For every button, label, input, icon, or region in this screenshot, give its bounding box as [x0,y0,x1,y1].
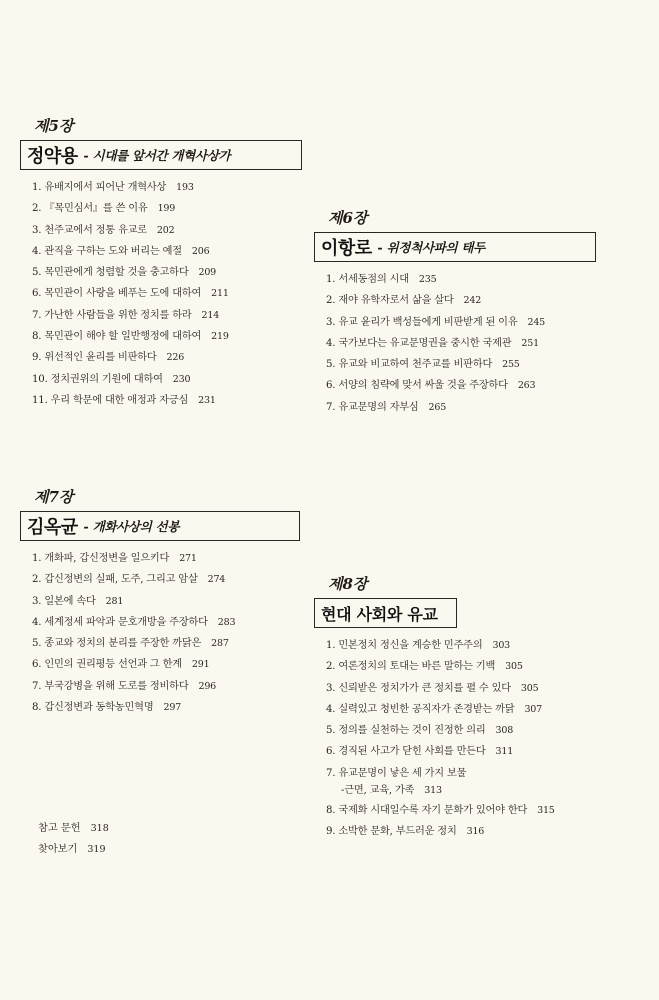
chapter-8 [314,574,604,843]
page-number: 206 [191,245,210,257]
chapter-subtitle: - 개화사상의 선봉 [83,519,180,534]
chapter-title: 김옥균 [27,517,78,538]
toc-item-continuation: -근면, 교육, 가족 313 [341,785,442,797]
page-number: 281 [105,595,124,607]
page-number: 226 [166,352,185,364]
toc-item[interactable]: 3. 일본에 속다 281 [32,595,124,607]
page-number: 307 [524,703,542,715]
toc-item[interactable]: 8. 목민관이 해야 할 일반행정에 대하여 219 [32,331,229,343]
toc-item[interactable]: 4. 국가보다는 유교문명권을 중시한 국제관 251 [326,337,539,349]
references-entry[interactable]: 참고 문헌 318 [38,823,109,834]
chapter-title-box [314,232,596,262]
page-number: 235 [418,274,437,285]
page-number: 231 [198,394,216,406]
toc-item[interactable]: 5. 유교와 비교하여 천주교를 비판하다 255 [326,359,520,371]
page-number: 296 [198,680,217,692]
toc-item[interactable]: 8. 국제화 시대일수록 자기 문화가 있어야 한다 315 [326,805,555,817]
chapter-title: 정약용 [27,146,78,167]
toc-item[interactable]: 6. 경직된 사고가 닫힌 사회를 만든다 311 [326,746,514,758]
page-number: 245 [527,316,546,328]
toc-item[interactable]: 1. 서세동점의 시대 235 [326,274,437,285]
chapter-title-box [20,140,302,170]
index-entry[interactable]: 찾아보기 319 [38,844,106,855]
toc-item[interactable]: 7. 유교문명이 낳은 세 가지 보물 -근면, 교육, 가족 313 [326,763,604,800]
toc-item[interactable]: 7. 유교문명의 자부심 265 [326,401,447,413]
toc-item[interactable]: 11. 우리 학문에 대한 애정과 자긍심 231 [32,394,216,406]
toc-item[interactable]: 2. 재야 유학자로서 삶을 살다 242 [326,295,482,307]
toc-item[interactable]: 7. 가난한 사람들을 위한 정치를 하라 214 [32,309,220,321]
chapter-5 [20,116,302,411]
chapter-7 [20,487,300,718]
page-number: 271 [179,553,197,564]
toc-item[interactable]: 9. 소박한 문화, 부드러운 정치 316 [326,826,485,838]
page-number: 305 [505,661,523,673]
toc-item[interactable]: 10. 정치권위의 기원에 대하여 230 [32,373,191,385]
page-number: 209 [198,267,217,279]
page-number: 193 [176,182,194,193]
toc-item[interactable]: 5. 목민관에게 청렴할 것을 충고하다 209 [32,267,217,279]
page-number: 202 [156,224,175,236]
toc-list [314,269,596,418]
chapter-number: 제6장 [328,209,368,227]
page-number: 316 [466,826,485,838]
chapter-title-box [20,511,300,541]
page-number: 242 [463,295,482,307]
chapter-title: 현대 사회와 유교 [321,604,438,624]
page-number: 308 [495,725,514,737]
page-number: 265 [428,401,447,413]
page-number: 315 [537,805,555,817]
chapter-subtitle: - 시대를 앞서간 개혁사상가 [83,148,231,163]
toc-item[interactable]: 5. 정의를 실천하는 것이 진정한 의리 308 [326,725,514,737]
toc-list [20,177,302,411]
page-number: 305 [520,682,539,694]
page-number: 311 [495,746,514,758]
toc-item[interactable]: 2. 갑신정변의 실패, 도주, 그리고 암살 274 [32,574,226,586]
toc-item[interactable]: 4. 세계정세 파악과 문호개방을 주장하다 283 [32,616,236,628]
toc-item[interactable]: 6. 목민관이 사랑을 베푸는 도에 대하여 211 [32,288,229,300]
toc-item[interactable]: 4. 실력있고 청빈한 공직자가 존경받는 까닭 307 [326,703,542,715]
page-number: 319 [87,844,106,855]
toc-item[interactable]: 3. 유교 윤리가 백성들에게 비판받게 된 이유 245 [326,316,546,328]
chapter-title-box [314,598,457,628]
page-number: 287 [211,638,229,650]
page-number: 263 [517,380,536,392]
page-number: 291 [191,659,210,671]
chapter-title: 이항로 [321,238,372,259]
page-number: 214 [201,309,220,321]
toc-item[interactable]: 3. 신뢰받은 정치가가 큰 정치를 펼 수 있다 305 [326,682,539,694]
page-number: 251 [521,337,539,349]
toc-item[interactable]: 7. 부국강병을 위해 도로를 정비하다 296 [32,680,217,692]
toc-item[interactable]: 6. 서양의 침략에 맞서 싸울 것을 주장하다 263 [326,380,536,392]
back-matter [38,818,109,860]
chapter-6 [314,208,596,418]
page-number: 318 [90,823,109,834]
toc-item[interactable]: 3. 천주교에서 정통 유교로 202 [32,224,175,236]
toc-item[interactable]: 4. 관직을 구하는 도와 버리는 예절 206 [32,245,210,257]
toc-item[interactable]: 6. 인민의 권리평등 선언과 그 한계 291 [32,659,210,671]
page-number: 303 [492,640,511,651]
toc-item[interactable]: 1. 유배지에서 피어난 개혁사상 193 [32,182,194,193]
toc-list [20,548,300,718]
page-number: 255 [502,359,520,371]
page-number: 199 [157,203,176,215]
toc-item[interactable]: 5. 종교와 정치의 분리를 주장한 까닭은 287 [32,638,229,650]
chapter-number: 제8장 [328,575,368,593]
toc-item[interactable]: 1. 개화파, 갑신정변을 일으키다 271 [32,553,197,564]
toc-list [314,635,604,843]
page-number: 211 [211,288,229,300]
page-number: 313 [424,785,442,797]
toc-item[interactable]: 1. 민본정치 정신을 계승한 민주주의 303 [326,640,511,651]
page-number: 230 [172,373,191,385]
page-number: 297 [163,702,182,714]
page-number: 274 [207,574,226,586]
toc-item[interactable]: 2. 『목민심서』를 쓴 이유 199 [32,203,176,215]
chapter-number: 제7장 [34,488,74,506]
toc-item[interactable]: 8. 갑신정변과 동학농민혁명 297 [32,702,182,714]
page-number: 283 [217,616,236,628]
toc-item[interactable]: 9. 위선적인 윤리를 비판하다 226 [32,352,185,364]
chapter-number: 제5장 [34,117,74,135]
chapter-subtitle: - 위정척사파의 태두 [377,240,485,255]
page-number: 219 [211,331,229,343]
toc-item[interactable]: 2. 여론정치의 토대는 바른 말하는 기백 305 [326,661,523,673]
